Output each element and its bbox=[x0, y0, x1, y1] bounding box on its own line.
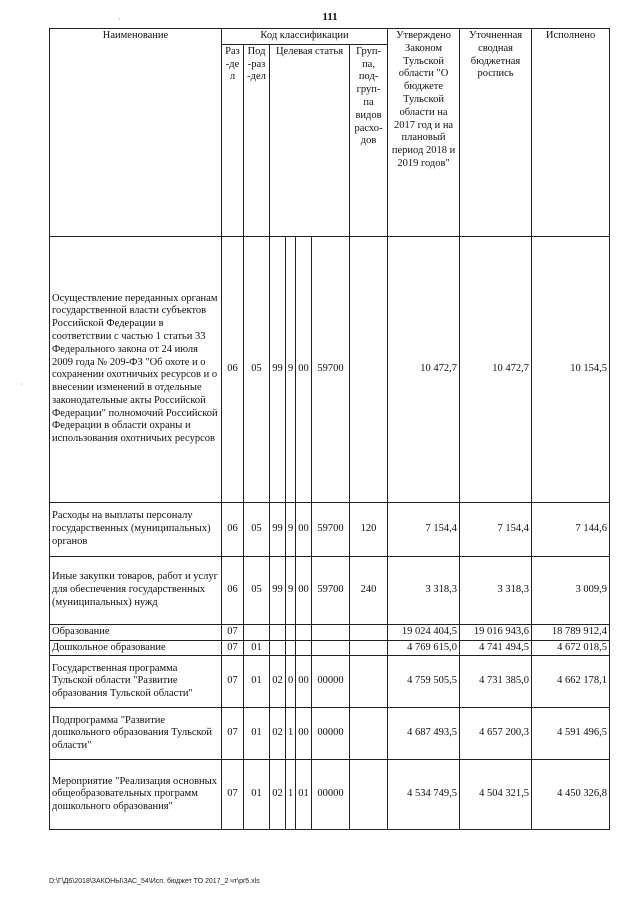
row-expense-group bbox=[350, 760, 388, 830]
table-row bbox=[50, 656, 610, 708]
row-target-program: 02 bbox=[270, 708, 286, 760]
row-target-measure bbox=[296, 624, 312, 640]
budget-table bbox=[49, 28, 610, 830]
header-classification: Код классификации bbox=[222, 29, 388, 45]
row-executed: 10 154,5 bbox=[532, 236, 610, 502]
row-target-direction bbox=[312, 624, 350, 640]
row-expense-group bbox=[350, 708, 388, 760]
row-refined: 19 016 943,6 bbox=[460, 624, 532, 640]
row-section: 07 bbox=[222, 708, 244, 760]
row-executed: 4 450 326,8 bbox=[532, 760, 610, 830]
row-executed: 18 789 912,4 bbox=[532, 624, 610, 640]
row-target-direction bbox=[312, 640, 350, 656]
table-row bbox=[50, 708, 610, 760]
row-expense-group bbox=[350, 236, 388, 502]
row-section: 07 bbox=[222, 624, 244, 640]
row-target-subprogram: 9 bbox=[286, 556, 296, 624]
row-name: Иные закупки товаров, работ и услуг для обеспечения государственных (муниципальных) нужд bbox=[50, 556, 222, 624]
row-target-direction: 59700 bbox=[312, 502, 350, 556]
row-expense-group bbox=[350, 656, 388, 708]
table-row bbox=[50, 760, 610, 830]
row-target-measure: 00 bbox=[296, 708, 312, 760]
row-target-subprogram: 0 bbox=[286, 656, 296, 708]
header-group: Груп-па, под-груп-па видов расхо-дов bbox=[350, 44, 388, 236]
row-executed: 4 672 018,5 bbox=[532, 640, 610, 656]
page-number: 111 bbox=[322, 11, 338, 23]
row-subsection: 01 bbox=[244, 760, 270, 830]
row-target-direction: 00000 bbox=[312, 656, 350, 708]
row-refined: 10 472,7 bbox=[460, 236, 532, 502]
row-executed: 7 144,6 bbox=[532, 502, 610, 556]
row-approved: 4 534 749,5 bbox=[388, 760, 460, 830]
row-target-measure: 00 bbox=[296, 502, 312, 556]
row-approved: 4 687 493,5 bbox=[388, 708, 460, 760]
row-refined: 4 504 321,5 bbox=[460, 760, 532, 830]
row-refined: 4 657 200,3 bbox=[460, 708, 532, 760]
header-name: Наименование bbox=[50, 29, 222, 237]
row-approved: 3 318,3 bbox=[388, 556, 460, 624]
row-target-measure: 00 bbox=[296, 556, 312, 624]
row-target-program: 02 bbox=[270, 656, 286, 708]
row-section: 07 bbox=[222, 656, 244, 708]
scan-speck: · bbox=[118, 15, 121, 24]
row-subsection: 05 bbox=[244, 556, 270, 624]
row-subsection bbox=[244, 624, 270, 640]
row-target-subprogram: 1 bbox=[286, 708, 296, 760]
row-target-program: 99 bbox=[270, 502, 286, 556]
row-refined: 4 741 494,5 bbox=[460, 640, 532, 656]
row-section: 07 bbox=[222, 640, 244, 656]
row-target-subprogram: 1 bbox=[286, 760, 296, 830]
row-name: Государственная программа Тульской области "Развитие образования Тульской области" bbox=[50, 656, 222, 708]
row-target-subprogram bbox=[286, 624, 296, 640]
row-refined: 7 154,4 bbox=[460, 502, 532, 556]
row-name: Образование bbox=[50, 624, 222, 640]
row-subsection: 01 bbox=[244, 656, 270, 708]
header-row bbox=[50, 29, 610, 45]
header-executed: Исполнено bbox=[532, 29, 610, 237]
row-target-measure: 00 bbox=[296, 236, 312, 502]
row-target-direction: 00000 bbox=[312, 708, 350, 760]
row-executed: 4 591 496,5 bbox=[532, 708, 610, 760]
row-refined: 3 318,3 bbox=[460, 556, 532, 624]
table-row bbox=[50, 502, 610, 556]
row-approved: 4 769 615,0 bbox=[388, 640, 460, 656]
row-executed: 3 009,9 bbox=[532, 556, 610, 624]
row-subsection: 01 bbox=[244, 640, 270, 656]
row-target-program bbox=[270, 640, 286, 656]
row-name: Подпрограмма "Развитие дошкольного образования Тульской области" bbox=[50, 708, 222, 760]
header-section: Раз-дел bbox=[222, 44, 244, 236]
header-approved: Утверждено Законом Тульской области "О бюджете Тульской области на 2017 год и на плановый период 2018 и 2019 годов" bbox=[388, 29, 460, 237]
row-target-subprogram bbox=[286, 640, 296, 656]
row-section: 06 bbox=[222, 236, 244, 502]
row-expense-group: 120 bbox=[350, 502, 388, 556]
row-approved: 10 472,7 bbox=[388, 236, 460, 502]
table-row bbox=[50, 236, 610, 502]
header-refined: Уточненная сводная бюджетная роспись bbox=[460, 29, 532, 237]
row-target-measure: 01 bbox=[296, 760, 312, 830]
row-approved: 19 024 404,5 bbox=[388, 624, 460, 640]
row-target-program bbox=[270, 624, 286, 640]
row-approved: 4 759 505,5 bbox=[388, 656, 460, 708]
row-expense-group bbox=[350, 640, 388, 656]
file-path-footer: D:\Г\Д6\2018\ЗАКОНЫ\ЗАС_54\Исп. бюджет ТО 2017_2 чт\pr5.xls bbox=[49, 878, 260, 885]
table-row bbox=[50, 556, 610, 624]
row-section: 06 bbox=[222, 556, 244, 624]
row-target-program: 99 bbox=[270, 236, 286, 502]
row-target-measure bbox=[296, 640, 312, 656]
table-row bbox=[50, 624, 610, 640]
row-target-direction: 59700 bbox=[312, 236, 350, 502]
row-subsection: 01 bbox=[244, 708, 270, 760]
row-name: Мероприятие "Реализация основных общеобразовательных программ дошкольного образования" bbox=[50, 760, 222, 830]
row-target-subprogram: 9 bbox=[286, 236, 296, 502]
row-target-program: 99 bbox=[270, 556, 286, 624]
row-target-measure: 00 bbox=[296, 656, 312, 708]
row-expense-group bbox=[350, 624, 388, 640]
row-target-direction: 59700 bbox=[312, 556, 350, 624]
row-approved: 7 154,4 bbox=[388, 502, 460, 556]
header-target: Целевая статья bbox=[270, 44, 350, 236]
row-section: 06 bbox=[222, 502, 244, 556]
row-executed: 4 662 178,1 bbox=[532, 656, 610, 708]
scan-speck: · bbox=[20, 380, 23, 389]
row-section: 07 bbox=[222, 760, 244, 830]
row-subsection: 05 bbox=[244, 502, 270, 556]
header-subsection: Под-раз-дел bbox=[244, 44, 270, 236]
row-name: Осуществление переданных органам государственной власти субъектов Российской Федерации в соответствии с частью 1 статьи 33 Федерального закона от 24 июля 2009 года № 209-ФЗ "Об охоте и о сохранении охотничьих ресурсов и о внесении изменений в отдельные законодательные акты Российской Федерации" полномочий Российской Федерации в области охраны и использования охотничьих ресурсов bbox=[50, 236, 222, 502]
row-target-subprogram: 9 bbox=[286, 502, 296, 556]
row-target-direction: 00000 bbox=[312, 760, 350, 830]
row-name: Расходы на выплаты персоналу государственных (муниципальных) органов bbox=[50, 502, 222, 556]
row-refined: 4 731 385,0 bbox=[460, 656, 532, 708]
row-target-program: 02 bbox=[270, 760, 286, 830]
table-row bbox=[50, 640, 610, 656]
row-name: Дошкольное образование bbox=[50, 640, 222, 656]
row-subsection: 05 bbox=[244, 236, 270, 502]
row-expense-group: 240 bbox=[350, 556, 388, 624]
